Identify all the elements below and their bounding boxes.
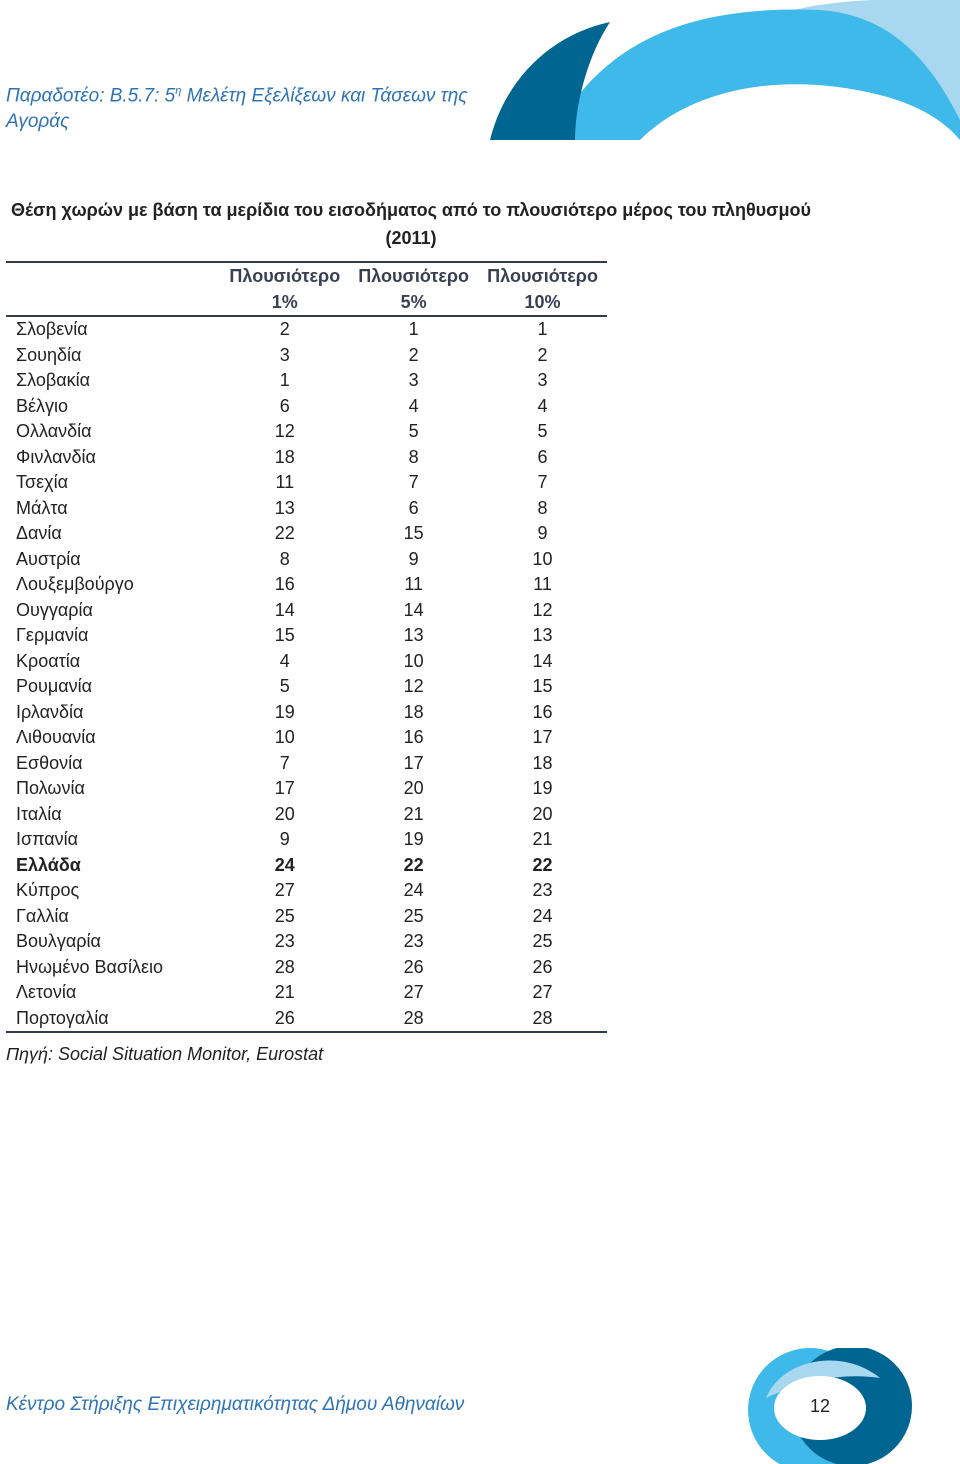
rank-cell: 20	[532, 803, 553, 824]
rank-cell: 23	[403, 931, 424, 951]
rank-cell: 19	[274, 701, 295, 722]
rank-cell: 13	[274, 497, 295, 518]
rank-cell: 1	[537, 319, 548, 339]
table-row	[6, 1006, 607, 1033]
rank-cell: 24	[403, 880, 424, 900]
rank-cell: 25	[274, 905, 295, 926]
rank-cell: 20	[274, 803, 295, 824]
rank-cell: 27	[274, 880, 295, 900]
rank-cell: 10	[274, 727, 295, 747]
rank-cell: 17	[403, 752, 424, 773]
header-empty	[6, 262, 220, 316]
rank-cell: 21	[403, 803, 424, 824]
country-cell: Ρουμανία	[16, 676, 93, 696]
table-row	[6, 980, 607, 1006]
country-cell: Ιταλία	[16, 803, 62, 824]
column-header-label: Πλουσιότερο	[487, 266, 598, 286]
rank-cell: 1	[408, 319, 419, 339]
rank-cell: 11	[275, 472, 295, 492]
rank-cell: 21	[274, 982, 295, 1002]
rank-cell: 15	[532, 676, 553, 696]
table-row	[6, 394, 607, 420]
table-row	[6, 776, 607, 802]
rank-cell: 16	[532, 701, 553, 722]
rank-cell: 16	[274, 574, 295, 594]
country-cell: Κύπρος	[16, 880, 80, 900]
table-row	[6, 445, 607, 471]
column-header	[478, 262, 607, 316]
column-header-percent: 5%	[400, 292, 427, 312]
footer-organization: Κέντρο Στήριξης Επιχειρηματικότητας Δήμου Αθηναίων	[6, 1394, 465, 1415]
table-row	[6, 598, 607, 624]
column-header	[220, 262, 349, 316]
rank-cell: 21	[532, 829, 553, 849]
rank-cell: 23	[532, 880, 553, 900]
table-row	[6, 929, 607, 955]
country-cell: Λουξεμβούργο	[16, 574, 134, 594]
rank-cell: 8	[408, 446, 419, 467]
rank-cell: 14	[274, 599, 295, 620]
country-cell: Σλοβενία	[16, 319, 88, 339]
table-row	[6, 368, 607, 394]
rank-cell: 12	[532, 599, 553, 620]
rank-cell: 11	[404, 574, 423, 594]
rank-cell: 26	[532, 956, 553, 977]
country-cell: Ουγγαρία	[16, 599, 93, 620]
rank-cell: 28	[478, 1006, 607, 1033]
header-suffix: Μελέτη Εξελίξεων και Τάσεων της Αγοράς	[6, 85, 468, 133]
header-prefix: Παραδοτέο: Β.5.7: 5	[6, 85, 176, 107]
country-cell: Αυστρία	[16, 548, 81, 569]
country-cell: Λετονία	[16, 982, 77, 1002]
rank-cell: 14	[403, 599, 424, 620]
rank-cell: 27	[403, 982, 424, 1002]
rank-cell: 18	[532, 752, 553, 773]
rank-cell: 28	[274, 956, 295, 977]
table-title: Θέση χωρών με βάση τα μερίδια του εισοδήματος από το πλουσιότερο μέρος του πληθυσμού (2011)	[11, 200, 811, 248]
country-cell: Φινλανδία	[16, 446, 96, 467]
table-row	[6, 623, 607, 649]
rank-cell: 25	[403, 905, 424, 926]
country-cell: Βουλγαρία	[16, 931, 101, 951]
rank-cell: 2	[408, 344, 419, 365]
table-row	[6, 904, 607, 930]
country-cell: Σουηδία	[16, 344, 82, 365]
table-row	[6, 419, 607, 445]
rank-cell: 14	[532, 650, 553, 671]
rank-cell: 12	[403, 676, 424, 696]
document-header	[6, 78, 486, 135]
rank-cell: 3	[408, 370, 419, 390]
source-note: Πηγή: Social Situation Monitor, Eurostat	[6, 1044, 324, 1064]
rank-cell: 20	[403, 778, 424, 798]
table-row	[6, 878, 607, 904]
country-cell: Πολωνία	[16, 778, 85, 798]
country-cell: Μάλτα	[16, 497, 68, 518]
rank-cell: 27	[532, 982, 553, 1002]
table-row	[6, 674, 607, 700]
country-cell: Ισπανία	[16, 829, 79, 849]
table-header-row	[6, 262, 607, 316]
country-cell: Ολλανδία	[16, 421, 92, 441]
rank-cell: 6	[279, 395, 290, 416]
rank-cell: 8	[279, 548, 290, 569]
country-cell: Εσθονία	[16, 752, 83, 773]
rank-cell: 26	[220, 1006, 349, 1033]
table-row	[6, 521, 607, 547]
rank-cell: 23	[274, 931, 295, 951]
rank-cell: 7	[537, 472, 548, 492]
rank-cell: 5	[537, 421, 548, 441]
page-number: 12	[809, 1396, 831, 1416]
rank-cell: 17	[274, 778, 295, 798]
table-row	[6, 649, 607, 675]
rank-cell: 9	[279, 829, 290, 849]
rank-cell: 13	[532, 625, 553, 645]
rank-cell: 8	[537, 497, 548, 518]
rank-cell: 24	[532, 905, 553, 926]
column-header-label: Πλουσιότερο	[358, 266, 470, 286]
table-row	[6, 725, 607, 751]
table-row	[6, 955, 607, 981]
rank-cell: 26	[403, 956, 424, 977]
table-body	[6, 316, 607, 1032]
rank-cell: 10	[403, 650, 424, 671]
table-row	[6, 853, 607, 879]
rank-cell: 28	[349, 1006, 478, 1033]
rank-cell: 3	[537, 370, 548, 390]
rank-cell: 5	[279, 676, 290, 696]
table-row	[6, 700, 607, 726]
rank-cell: 2	[279, 319, 290, 339]
table-row	[6, 343, 607, 369]
country-cell: Ιρλανδία	[16, 701, 84, 722]
country-cell: Ελλάδα	[16, 854, 81, 875]
rank-cell: 2	[537, 344, 548, 365]
country-cell: Σλοβακία	[16, 370, 91, 390]
table-row	[6, 316, 607, 343]
rank-cell: 7	[408, 472, 419, 492]
country-cell: Γαλλία	[16, 905, 69, 926]
country-cell: Δανία	[16, 523, 62, 543]
rank-cell: 4	[537, 395, 548, 416]
column-header-label: Πλουσιότερο	[229, 266, 341, 286]
table-row	[6, 827, 607, 853]
rank-cell: 25	[532, 931, 553, 951]
table-row	[6, 572, 607, 598]
rank-cell: 19	[532, 778, 553, 798]
country-cell: Γερμανία	[16, 625, 89, 645]
column-header	[349, 262, 478, 316]
rank-cell: 24	[274, 854, 295, 875]
rank-cell: 18	[274, 446, 295, 467]
blue-wave-banner	[490, 0, 960, 140]
rank-cell: 1	[279, 370, 290, 390]
rank-cell: 22	[274, 523, 295, 543]
rank-cell: 5	[408, 421, 419, 441]
table-row	[6, 547, 607, 573]
rank-cell: 17	[532, 727, 553, 747]
rank-cell: 6	[537, 446, 548, 467]
table-row	[6, 751, 607, 777]
column-header-percent: 1%	[271, 292, 298, 312]
rank-cell: 3	[279, 344, 290, 365]
table-row	[6, 470, 607, 496]
rank-cell: 9	[408, 548, 419, 569]
column-header-percent: 10%	[524, 292, 561, 312]
rank-cell: 6	[408, 497, 419, 518]
country-cell: Πορτογαλία	[6, 1006, 220, 1033]
rank-cell: 13	[403, 625, 424, 645]
rank-cell: 22	[532, 854, 553, 875]
rank-cell: 11	[533, 574, 552, 594]
rank-cell: 15	[274, 625, 295, 645]
rank-cell: 19	[403, 829, 424, 849]
rank-cell: 9	[537, 523, 548, 543]
rank-cell: 18	[403, 701, 424, 722]
rank-cell: 4	[408, 395, 419, 416]
rank-cell: 4	[279, 650, 290, 671]
rank-cell: 10	[532, 548, 553, 569]
country-cell: Βέλγιο	[16, 395, 69, 416]
country-cell: Λιθουανία	[16, 727, 96, 747]
country-cell: Ηνωμένο Βασίλειο	[16, 956, 164, 977]
table-row	[6, 496, 607, 522]
country-cell: Κροατία	[16, 650, 81, 671]
rank-cell: 22	[403, 854, 424, 875]
table-row	[6, 802, 607, 828]
country-cell: Τσεχία	[16, 472, 69, 492]
rank-cell: 12	[274, 421, 295, 441]
rank-cell: 15	[403, 523, 424, 543]
header-superscript: η	[175, 85, 182, 97]
ranking-table	[6, 261, 607, 1033]
rank-cell: 7	[279, 752, 290, 773]
rank-cell: 16	[403, 727, 424, 747]
